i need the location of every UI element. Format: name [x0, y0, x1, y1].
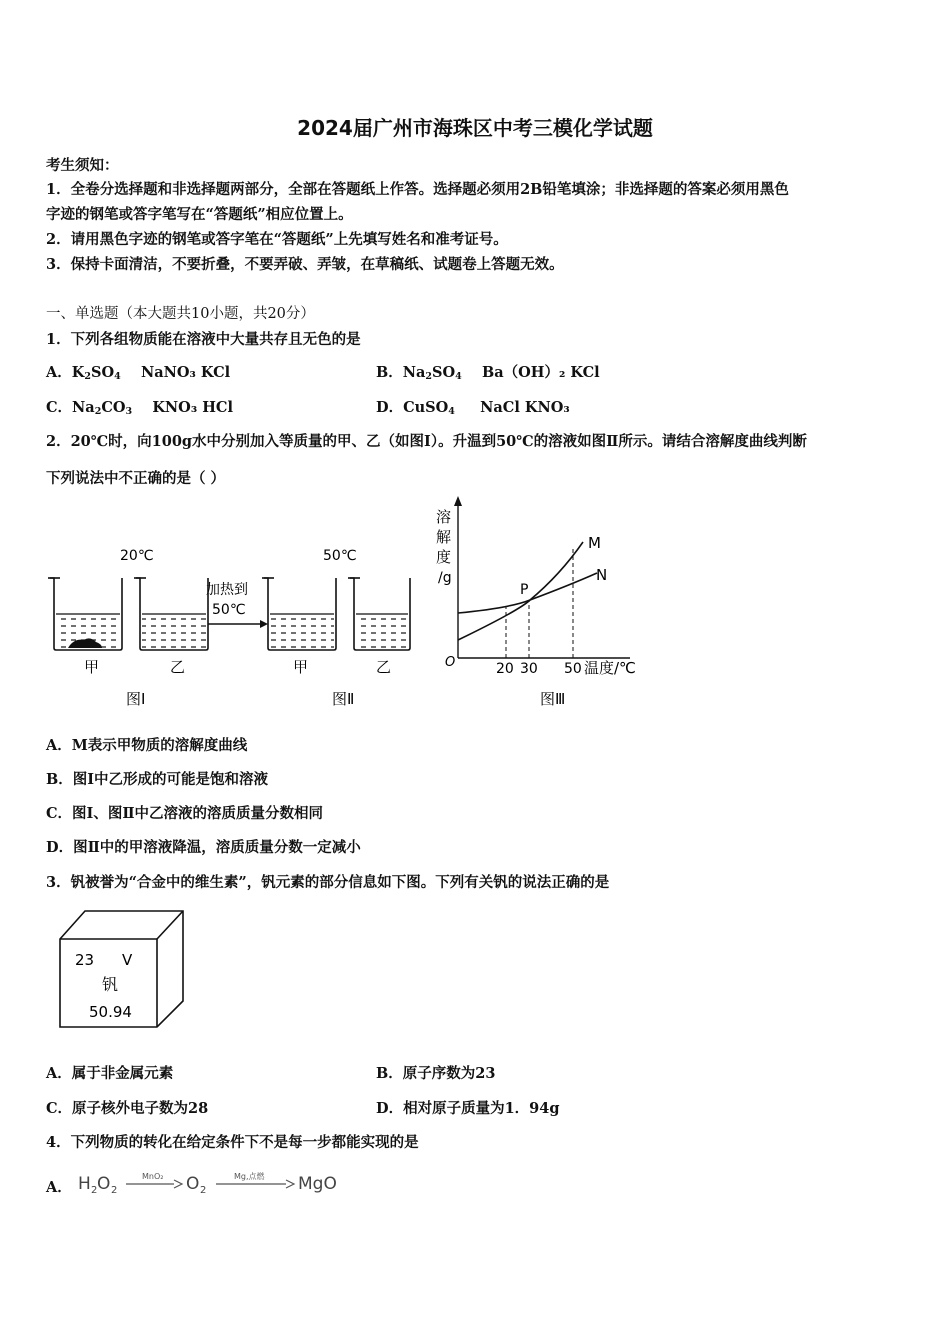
solubility-graph: [436, 496, 636, 708]
notice-heading: 考生须知：: [46, 157, 119, 174]
solubility-figure: [40, 490, 650, 715]
arrow-label-2: 50℃: [212, 602, 246, 618]
product-label: MgO: [298, 1174, 337, 1194]
q4-option-a-label: A．: [46, 1179, 72, 1196]
label-jia-2: 甲: [293, 658, 309, 676]
q2-option-b: B．图Ⅰ中乙形成的可能是饱和溶液: [46, 771, 269, 788]
point-p-label: P: [520, 582, 529, 598]
label-yi-1: 乙: [170, 658, 186, 676]
beaker-jia-1: [48, 578, 122, 650]
x-tick-30: 30: [520, 661, 538, 677]
q3-option-d: D．相对原子质量为1．94g: [376, 1100, 560, 1117]
notice-item-1: 1．全卷分选择题和非选择题两部分，全部在答题纸上作答。选择题必须用2B铅笔填涂；非选择题的答案必须用黑色: [46, 181, 789, 198]
q4-stem: 4．下列物质的转化在给定条件下不是每一步都能实现的是: [46, 1134, 419, 1151]
notice-item-1-cont: 字迹的钢笔或答字笔写在“答题纸”相应位置上。: [46, 206, 353, 223]
q2-option-c: C．图Ⅰ、图Ⅱ中乙溶液的溶质质量分数相同: [46, 805, 324, 822]
element-symbol: V: [122, 951, 133, 969]
arrow-label-1: 加热到: [206, 582, 248, 598]
catalyst-label: MnO₂: [142, 1172, 164, 1181]
beaker-jia-2: [262, 578, 336, 650]
y-label-char-3: 度: [436, 548, 452, 566]
svg-text:O: O: [97, 1174, 111, 1194]
x-axis-label: 温度/℃: [584, 659, 636, 677]
label-jia-1: 甲: [84, 658, 100, 676]
temp-label-1: 20℃: [120, 548, 154, 564]
label-yi-2: 乙: [376, 658, 392, 676]
y-label-unit: /g: [438, 570, 452, 586]
q1-option-d: D．CuSO$_4$ NaCl KNO₃: [376, 399, 570, 417]
q1-option-c: C．$Na_2CO_3$ KNO₃ HCl: [46, 399, 233, 417]
x-tick-20: 20: [496, 661, 514, 677]
atomic-number: 23: [75, 951, 95, 969]
figure-2-caption: 图Ⅱ: [332, 690, 355, 708]
q3-option-b: B．原子序数为23: [376, 1065, 496, 1082]
q1-option-a: A．$K_2SO_4$ NaNO₃ KCl: [46, 364, 231, 382]
temp-label-2: 50℃: [323, 548, 357, 564]
q2-stem-line1: 2．20℃时，向100g水中分别加入等质量的甲、乙（如图Ⅰ）。升温到50℃的溶液如图Ⅱ所示。请结合溶解度曲线判断: [46, 433, 807, 450]
atomic-mass: 50.94: [89, 1003, 132, 1021]
q2-stem-line2: 下列说法中不正确的是（ ）: [46, 470, 226, 487]
y-label-char-1: 溶: [436, 508, 452, 526]
y-label-char-2: 解: [436, 528, 452, 546]
curve-m-label: M: [588, 534, 601, 552]
page-title: 2024届广州市海珠区中考三模化学试题: [297, 116, 653, 140]
figure-3-caption: 图Ⅲ: [540, 690, 566, 708]
svg-text:O: O: [186, 1174, 200, 1194]
notice-item-3: 3．保持卡面清洁，不要折叠，不要弄破、弄皱，在草稿纸、试题卷上答题无效。: [46, 256, 564, 273]
q3-option-c: C．原子核外电子数为28: [46, 1100, 209, 1117]
beaker-yi-2: [348, 578, 410, 650]
figure-1-caption: 图Ⅰ: [126, 690, 146, 708]
q2-option-a: A．M表示甲物质的溶解度曲线: [46, 737, 248, 754]
svg-text:2: 2: [91, 1185, 98, 1196]
svg-text:2: 2: [200, 1185, 207, 1196]
svg-text:H: H: [78, 1174, 91, 1194]
condition-label: Mg,点燃: [234, 1172, 265, 1181]
q1-option-b: B．$Na_2SO_4$ Ba（OH）₂ KCl: [376, 364, 600, 382]
q3-option-a: A．属于非金属元素: [46, 1065, 174, 1082]
beaker-yi-1: [134, 578, 208, 650]
section-heading: 一、单选题（本大题共10小题，共20分）: [46, 306, 315, 322]
vanadium-element-card: [55, 905, 190, 1035]
notice-item-2: 2．请用黑色字迹的钢笔或答字笔在“答题纸”上先填写姓名和准考证号。: [46, 231, 508, 248]
q2-option-d: D．图Ⅱ中的甲溶液降温，溶质质量分数一定减小: [46, 839, 361, 856]
svg-text:2: 2: [111, 1185, 118, 1196]
element-name: 钒: [102, 975, 119, 994]
x-tick-50: 50: [564, 661, 582, 677]
origin-label: O: [445, 655, 456, 670]
q3-stem: 3．钒被誉为“合金中的维生素”，钒元素的部分信息如下图。下列有关钒的说法正确的是: [46, 874, 610, 891]
q4-option-a-equation: [74, 1164, 354, 1200]
q1-stem: 1．下列各组物质能在溶液中大量共存且无色的是: [46, 331, 361, 348]
curve-n-label: N: [596, 566, 608, 584]
